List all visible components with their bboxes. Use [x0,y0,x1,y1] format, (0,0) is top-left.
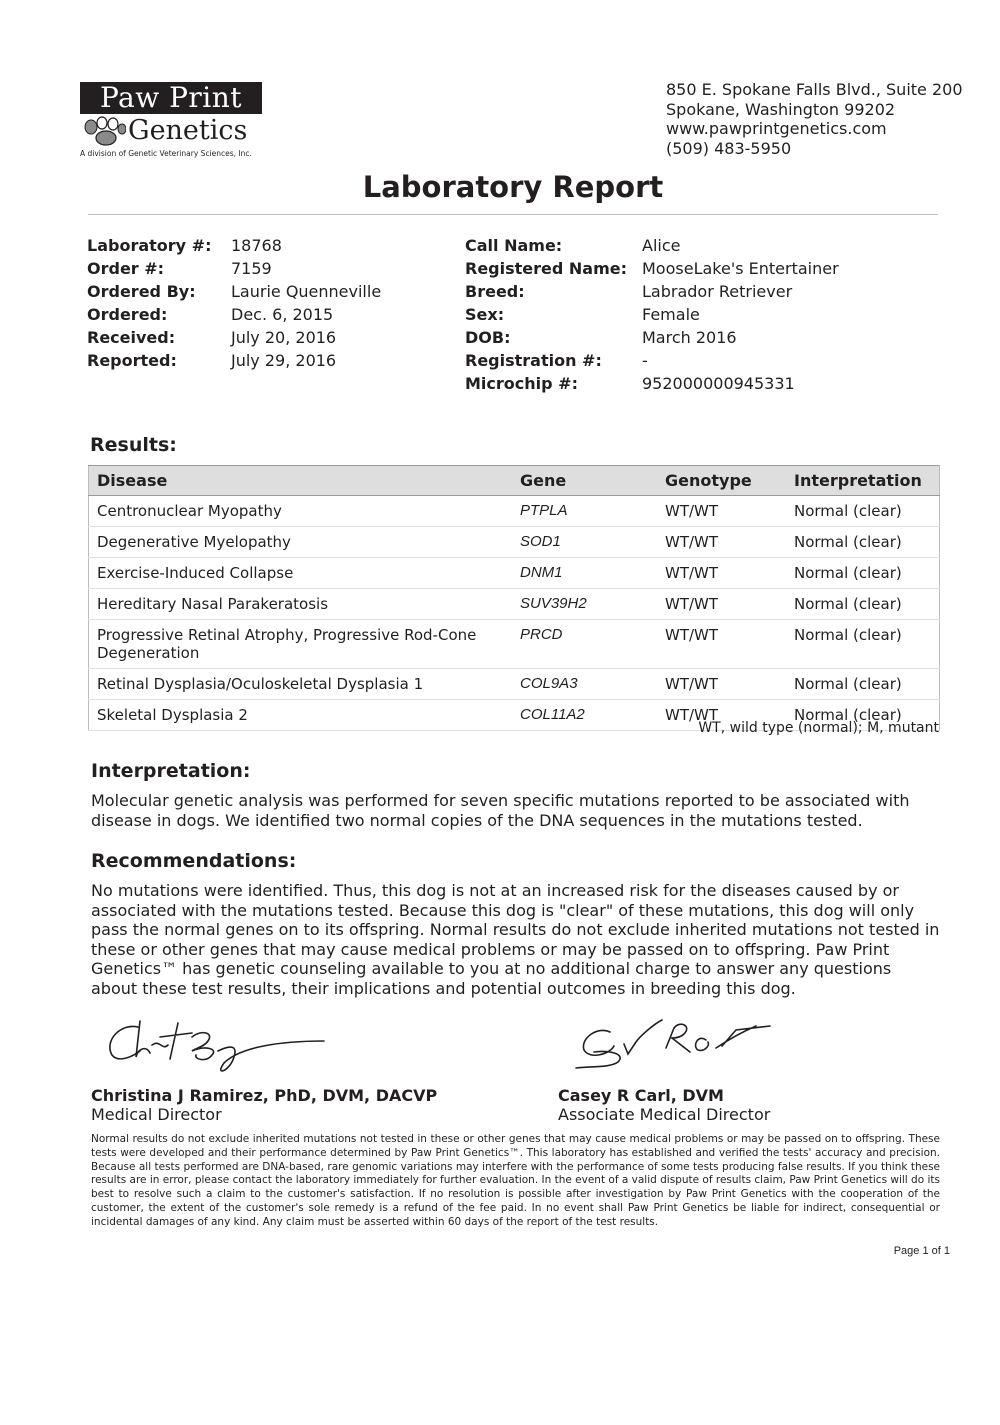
lab-info-value: July 20, 2016 [231,328,337,347]
genotype-cell: WT/WT [657,527,786,558]
disease-cell: Centronuclear Myopathy [89,496,513,527]
interpretation-cell: Normal (clear) [786,700,940,731]
table-row [89,527,940,558]
dog-info-value: MooseLake's Entertainer [642,259,839,278]
disease-cell: Skeletal Dysplasia 2 [89,700,513,731]
lab-info-value: Dec. 6, 2015 [231,305,334,324]
disease-cell: Hereditary Nasal Parakeratosis [89,589,513,620]
genotype-cell: WT/WT [657,589,786,620]
results-heading: Results: [90,434,177,456]
gene-cell: PTPLA [512,496,657,527]
signature-block-carl [558,1086,770,1124]
recommendations-text: No mutations were identified. Thus, this dog is not at an increased risk for the diseases caused by or associated with the mutations tested. Because this dog is "clear" of these mutations, this dog will only pass the normal genes on to its offspring. Normal results do not exclude inherited mutations not tested in these or other genes that may cause medical problems or may be passed on to offspring. Paw Print Genetics™ has genetic counseling available to you at no additional charge to answer any questions about these test results, their implications and potential outcomes in breeding this dog. [91,881,940,998]
logo-wordmark-top: Paw Print [80,82,262,114]
lab-info-row [87,257,381,280]
gene-cell: DNM1 [512,558,657,589]
dog-info-value: - [642,351,648,370]
genotype-cell: WT/WT [657,620,786,669]
signer-title: Medical Director [91,1105,222,1124]
genotype-legend: WT, wild type (normal); M, mutant [698,720,939,736]
dog-info-label: Registered Name: [465,259,628,278]
paw-print-icon [82,116,126,146]
interpretation-cell: Normal (clear) [786,589,940,620]
column-header-disease: Disease [89,466,513,496]
lab-info-label: Laboratory #: [87,236,212,255]
results-table [88,465,940,731]
signature-ramirez [100,1015,330,1077]
interpretation-cell: Normal (clear) [786,620,940,669]
legal-disclaimer: Normal results do not exclude inherited mutations not tested in these or other genes that may cause medical problems or may be passed on to offspring. These tests were developed and their performance determined by Paw Print Genetics™. This laboratory has established and verified the tests' accuracy and precision. Because all tests performed are DNA-based, rare genomic variations may interfere with the performance of some tests producing false results. If you think these results are in error, please contact the laboratory immediately for further evaluation. In the event of a valid dispute of results claim, Paw Print Genetics will do its best to resolve such a claim to the customer's satisfaction. If no resolution is possible after investigation by Paw Print Genetics with the cooperation of the customer, the extent of the customer's sole remedy is a refund of the fee paid. In no event shall Paw Print Genetics be liable for indirect, consequential or incidental damages of any kind. Any claim must be asserted within 60 days of the report of the test results. [91,1133,940,1228]
genotype-cell: WT/WT [657,558,786,589]
column-header-interpretation: Interpretation [786,466,940,496]
lab-info-label: Received: [87,328,176,347]
gene-cell: SUV39H2 [512,589,657,620]
address-city: Spokane, Washington 99202 [666,99,896,119]
dog-info-label: DOB: [465,328,511,347]
genotype-cell: WT/WT [657,496,786,527]
gene-cell: COL11A2 [512,700,657,731]
disease-cell: Progressive Retinal Atrophy, Progressive Rod-Cone Degeneration [89,620,513,669]
dog-info-label: Call Name: [465,236,563,255]
dog-info-row [465,234,839,257]
dog-info-label: Microchip #: [465,374,578,393]
lab-info-label: Ordered: [87,305,168,324]
company-logo [80,82,262,158]
table-row [89,558,940,589]
column-header-gene: Gene [512,466,657,496]
lab-info-label: Ordered By: [87,282,196,301]
address-website[interactable]: www.pawprintgenetics.com [666,119,887,138]
dog-info-row [465,326,839,349]
gene-cell: COL9A3 [512,669,657,700]
dog-info-label: Sex: [465,305,505,324]
dog-info-value: 952000000945331 [642,374,795,393]
dog-info-label: Registration #: [465,351,602,370]
dog-info-value: Labrador Retriever [642,282,793,301]
lab-info-value: Laurie Quenneville [231,282,382,301]
signer-name: Christina J Ramirez, PhD, DVM, DACVP [91,1086,438,1105]
genotype-cell: WT/WT [657,700,786,731]
lab-info-row [87,303,381,326]
interpretation-text: Molecular genetic analysis was performed for seven specific mutations reported to be associated with disease in dogs. We identified two normal copies of the DNA sequences in the mutations tested. [91,791,910,830]
lab-info-label: Reported: [87,351,177,370]
table-row [89,669,940,700]
column-header-genotype: Genotype [657,466,786,496]
dog-info-row [465,303,839,326]
logo-subtitle: A division of Genetic Veterinary Sciences, Inc. [80,149,252,158]
gene-cell: PRCD [512,620,657,669]
lab-info-row [87,326,381,349]
company-address [666,80,963,158]
interpretation-cell: Normal (clear) [786,527,940,558]
lab-info-row [87,280,381,303]
results-header-row [89,466,940,496]
interpretation-cell: Normal (clear) [786,496,940,527]
lab-info-row [87,234,381,257]
disease-cell: Retinal Dysplasia/Oculoskeletal Dysplasia 1 [89,669,513,700]
dog-info-value: March 2016 [642,328,737,347]
signature-block-ramirez [91,1086,437,1124]
dog-info-row [465,349,839,372]
table-row [89,620,940,669]
interpretation-cell: Normal (clear) [786,558,940,589]
interpretation-cell: Normal (clear) [786,669,940,700]
signer-title: Associate Medical Director [558,1105,771,1124]
dog-info-table [465,234,839,395]
dog-info-row [465,257,839,280]
dog-info-value: Alice [642,236,681,255]
gene-cell: SOD1 [512,527,657,558]
logo-wordmark-bottom: Genetics [128,115,248,146]
table-row [89,589,940,620]
signer-name: Casey R Carl, DVM [558,1086,724,1105]
table-row [89,496,940,527]
lab-info-row [87,349,381,372]
dog-info-label: Breed: [465,282,525,301]
header-divider [88,214,938,215]
disease-cell: Exercise-Induced Collapse [89,558,513,589]
dog-info-row [465,280,839,303]
recommendations-heading: Recommendations: [91,850,297,872]
dog-info-value: Female [642,305,700,324]
interpretation-heading: Interpretation: [91,760,251,782]
signature-carl [570,1012,780,1074]
page-number: Page 1 of 1 [893,1245,950,1257]
lab-info-table [87,234,381,372]
dog-info-row [465,372,839,395]
disease-cell: Degenerative Myelopathy [89,527,513,558]
lab-info-label: Order #: [87,259,165,278]
lab-info-value: July 29, 2016 [231,351,337,370]
page-title: Laboratory Report [362,170,664,204]
genotype-cell: WT/WT [657,669,786,700]
address-phone: (509) 483-5950 [666,138,792,158]
address-street: 850 E. Spokane Falls Blvd., Suite 200 [666,80,963,99]
lab-info-value: 7159 [231,259,272,278]
lab-info-value: 18768 [231,236,282,255]
